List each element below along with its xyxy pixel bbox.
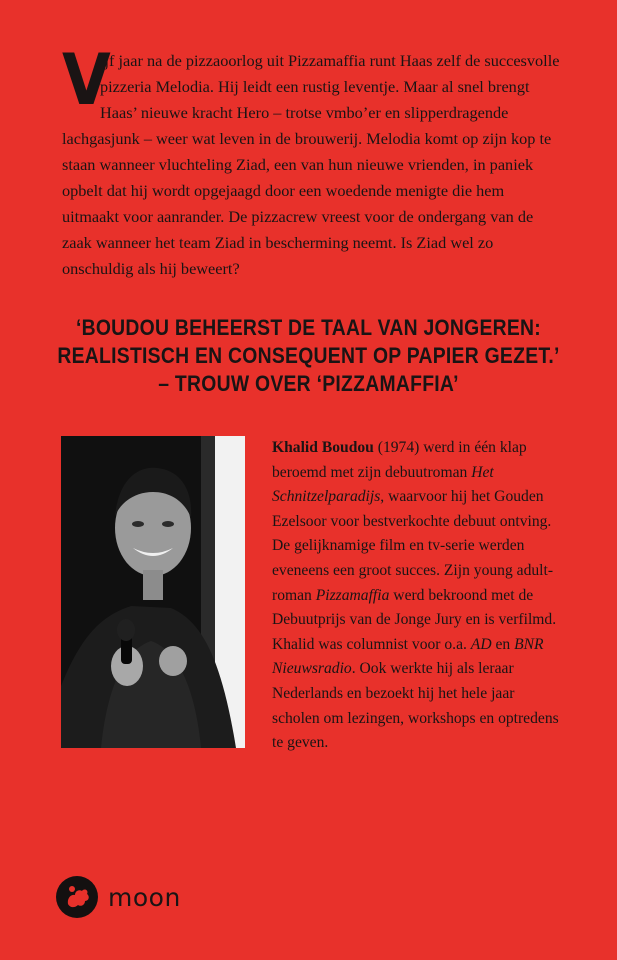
quote-attribution: – TROUW OVER ‘PIZZAMAFFIA’ xyxy=(158,371,459,396)
press-quote xyxy=(37,314,580,398)
publisher-name: moon xyxy=(108,882,181,912)
author-photo xyxy=(61,436,245,748)
media-title: BNR Nieuwsradio xyxy=(272,635,544,678)
author-name: Khalid Boudou xyxy=(272,439,374,456)
book-title: Pizzamaffia xyxy=(315,586,390,604)
author-bio: Khalid Boudou (1974) werd in één klap beroemd met zijn debuutroman Het Schnitzelparadijs, waarvoor hij het Gouden Ezelsoor voor bestverkochte debuut ontving. De gelijknamige film en tv-serie werden eveneens een groot succes. Zijn young adult-roman Pizzamaffia werd bekroond met de Debuutprijs van de Jonge Jury en is verfilmd. Khalid was columnist voor o.a. AD en BNR Nieuwsradio. Ook werkte hij als leraar Nederlands en bezoekt hij het hele jaar scholen om lezingen, workshops en optredens te geven. xyxy=(272,439,559,752)
drop-cap: V xyxy=(62,39,111,121)
media-title: AD xyxy=(470,635,492,653)
book-title: Het Schnitzelparadijs xyxy=(272,463,494,506)
moon-logo-icon xyxy=(54,874,100,920)
quote-line-2: REALISTISCH EN CONSEQUENT OP PAPIER GEZET.’ xyxy=(57,343,560,368)
back-cover-blurb xyxy=(62,39,562,282)
author-photo-image xyxy=(61,436,245,748)
blurb-text: ijf jaar na de pizzaoorlog uit Pizzamaffia runt Haas zelf de succesvolle pizzeria Melodia. Hij leidt een rustig leventje. Maar al snel brengt Haas’ nieuwe kracht Hero – trotse vmbo’er en slipperdragende lachgasjunk – weer wat leven in de brouwerij. Melodia komt op zijn kop te staan wanneer vluchteling Ziad, een van hun nieuwe vrienden, in paniek opbelt dat hij wordt opgejaagd door een woedende menigte die hem uitmaakt voor aanrander. De pizzacrew vreest voor de ondergang van de zaak wanneer het team Ziad in bescherming neemt. Is Ziad wel zo onschuldig als hij beweert? xyxy=(62,51,560,278)
publisher-logo xyxy=(54,874,181,920)
quote-line-1: ‘BOUDOU BEHEERST DE TAAL VAN JONGEREN: xyxy=(75,315,542,340)
